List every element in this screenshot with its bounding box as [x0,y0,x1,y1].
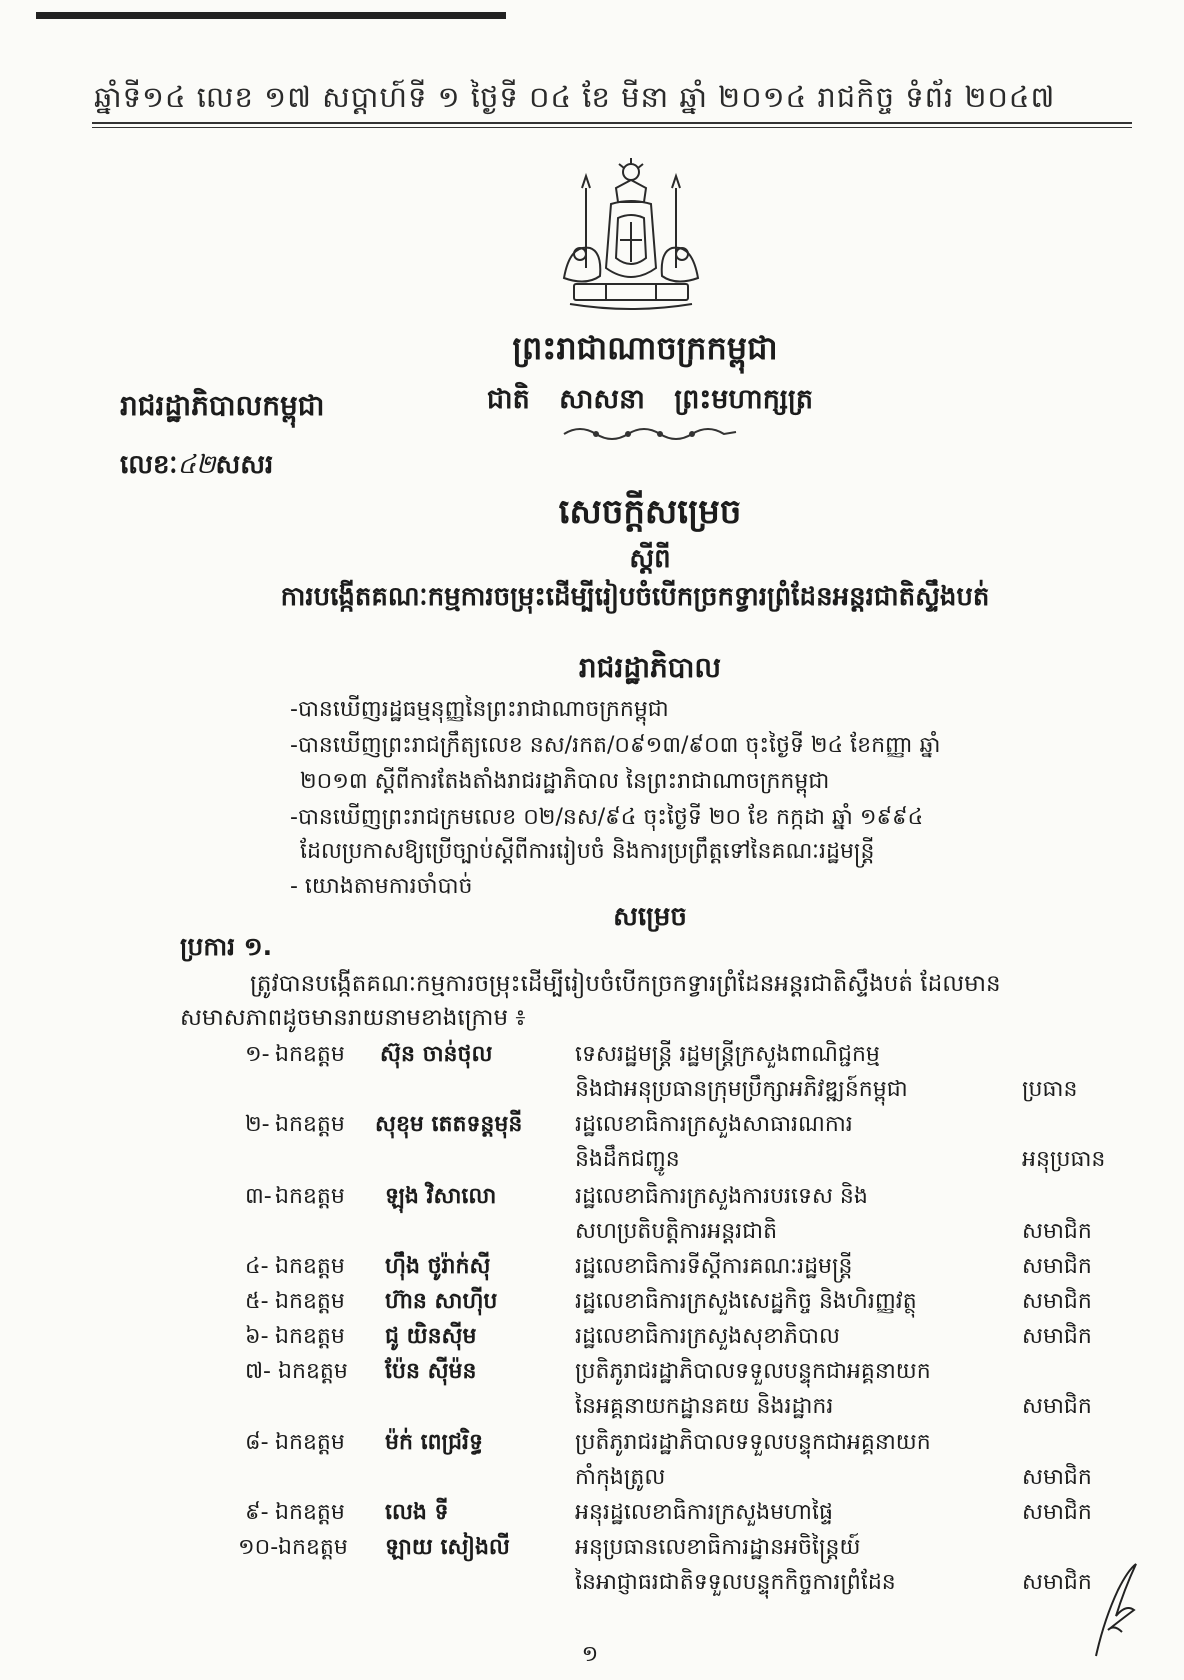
recital-line: - យោងតាមការចាំបាច់ [290,874,473,899]
member-honorific: ឯកឧត្តម [275,1184,345,1209]
member-name: ប៉ែន ស៊ីម៉ន [385,1359,477,1384]
member-position: និងដឹកជញ្ជូន [575,1147,680,1172]
member-position: រដ្ឋលេខាធិការក្រសួងការបរទេស និង [575,1184,868,1209]
document-type: សេចក្តីសម្រេច [558,492,742,532]
member-honorific: ឯកឧត្តម [275,1042,345,1067]
kingdom-title: ព្រះរាជាណាចក្រកម្ពុជា [512,329,778,367]
member-honorific: ឯកឧត្តម [278,1359,348,1384]
reference-number [120,448,273,486]
member-name: ស៊ុន ចាន់ថុល [380,1042,493,1067]
top-scan-bar [36,12,506,19]
recital-line: -បានឃើញព្រះរាជក្រមលេខ ០២/នស/៩៤ ចុះថ្ងៃទី ២០ ខែ កក្កដា ឆ្នាំ ១៩៩៤ [290,805,924,830]
member-name: ហ៊ឹង ថូរ៉ាក់ស៊ី [385,1254,491,1279]
member-name: សុខុម តេតទន្តមុនី [375,1112,523,1137]
national-motto: ជាតិ សាសនា ព្រះមហាក្សត្រ [486,384,814,415]
member-name: ហ៊ាន សាហ៊ីប [385,1289,498,1314]
member-role: សមាជិក [1022,1570,1092,1595]
article-label: ប្រការ ១. [180,932,273,961]
member-number: ៤- [245,1254,269,1279]
member-position: អនុប្រធានលេខាធិការដ្ឋានអចិន្ត្រៃយ៍ [575,1535,861,1560]
reference-suffix: សសរ [215,450,274,480]
member-position: កាំកុងត្រូល [575,1465,666,1490]
member-role: សមាជិក [1022,1500,1092,1525]
member-number: ៨- [245,1430,269,1455]
member-role: សមាជិក [1022,1324,1092,1349]
article-text-line: ត្រូវបានបង្កើតគណៈកម្មការចម្រុះដើម្បីរៀបចំបើកច្រកទ្វារព្រំដែនអន្តរជាតិស្ទឹងបត់ ដែលមាន [250,971,1001,997]
member-position: រដ្ឋលេខាធិការក្រសួងសុខាភិបាល [575,1324,840,1349]
authority-heading: រាជរដ្ឋាភិបាល [578,651,722,684]
member-position: ទេសរដ្ឋមន្ត្រី រដ្ឋមន្ត្រីក្រសួងពាណិជ្ជកម្ម [575,1042,880,1067]
member-name: ម៉ក់ ពេជ្ររិទ្ធ [385,1430,484,1455]
member-position: នៃអាជ្ញាធរជាតិទទួលបន្ទុកកិច្ចការព្រំដែន [575,1570,896,1595]
member-number: ៣- [245,1184,272,1209]
issuing-government: រាជរដ្ឋាភិបាលកម្ពុជា [120,389,325,422]
member-number: ២- [245,1112,270,1137]
member-role: សមាជិក [1022,1219,1092,1244]
member-honorific: ឯកឧត្តម [278,1535,348,1560]
member-honorific: ឯកឧត្តម [275,1112,345,1137]
member-honorific: ឯកឧត្តម [275,1324,345,1349]
recital-line: -បានឃើញព្រះរាជក្រឹត្យលេខ នស/រកត/០៩១៣/៩០៣ ចុះថ្ងៃទី ២៤ ខែកញ្ញា ឆ្នាំ [290,733,941,758]
member-number: ១- [245,1042,270,1067]
page-number: ១ [581,1642,599,1667]
recital-line: ដែលប្រកាសឱ្យប្រើច្បាប់ស្តីពីការរៀបចំ និងការប្រព្រឹត្តទៅនៃគណៈរដ្ឋមន្ត្រី [300,839,875,864]
member-position: និងជាអនុប្រធានក្រុមប្រឹក្សាអភិវឌ្ឍន៍កម្ពុជា [575,1077,908,1102]
member-honorific: ឯកឧត្តម [275,1254,345,1279]
member-position: ប្រតិភូរាជរដ្ឋាភិបាលទទួលបន្ទុកជាអគ្គនាយក [575,1430,931,1455]
reference-handwritten-number: ៤២ [177,450,216,480]
member-number: ៧- [245,1359,271,1384]
gazette-header: ឆ្នាំទី១៤ លេខ ១៧ សប្តាហ៍ទី ១ ថ្ងៃទី ០៤ ខែ មីនា ឆ្នាំ ២០១៤ រាជកិច្ច ទំព័រ ២០៤៧ [94,80,1056,114]
recital-line: ២០១៣ ស្តីពីការតែងតាំងរាជរដ្ឋាភិបាល នៃព្រះរាជាណាចក្រកម្ពុជា [300,769,830,794]
member-honorific: ឯកឧត្តម [275,1289,345,1314]
member-honorific: ឯកឧត្តម [275,1500,345,1525]
member-position: រដ្ឋលេខាធិការក្រសួងសាធារណការ [575,1112,853,1137]
member-number: ៦- [245,1324,269,1349]
member-role: ប្រធាន [1022,1077,1078,1102]
member-position: អនុរដ្ឋលេខាធិការក្រសួងមហាផ្ទៃ [575,1500,833,1525]
member-name: លេង ទី [385,1500,449,1525]
member-position: នៃអគ្គនាយកដ្ឋានគយ និងរដ្ឋាករ [575,1394,834,1419]
member-number: ៥- [245,1289,269,1314]
member-role: សមាជិក [1022,1289,1092,1314]
reference-prefix: លេខៈ [120,450,178,480]
decides-heading: សម្រេច [613,902,687,932]
recital-line: -បានឃើញរដ្ឋធម្មនុញ្ញនៃព្រះរាជាណាចក្រកម្ពុជា [290,697,669,722]
member-position: រដ្ឋលេខាធិការក្រសួងសេដ្ឋកិច្ច និងហិរញ្ញវត្ថុ [575,1289,917,1314]
member-role: សមាជិក [1022,1254,1092,1279]
member-name: ជូ យិនស៊ីម [385,1324,477,1349]
royal-coat-of-arms-emblem [556,158,706,318]
header-rule [92,122,1132,124]
member-role: សមាជិក [1022,1394,1092,1419]
decorative-flourish [560,422,740,444]
article-text-line: សមាសភាពដូចមានរាយនាមខាងក្រោម ៖ [180,1005,526,1031]
member-number: ១០- [238,1535,279,1560]
handwritten-initial-signature [1088,1560,1144,1660]
member-honorific: ឯកឧត្តម [275,1430,345,1455]
member-name: ឡុង វិសាលោ [385,1184,497,1209]
member-number: ៩- [245,1500,269,1525]
member-name: ឡាយ សៀងលី [385,1535,510,1560]
member-position: រដ្ឋលេខាធិការទីស្តីការគណៈរដ្ឋមន្ត្រី [575,1254,853,1279]
about-label: ស្តីពី [629,544,671,574]
header-rule-thin [92,127,1132,128]
member-position: សហប្រតិបត្តិការអន្តរជាតិ [575,1219,778,1244]
decision-subject: ការបង្កើតគណៈកម្មការចម្រុះដើម្បីរៀបចំបើកច្រកទ្វារព្រំដែនអន្តរជាតិស្ទឹងបត់ [280,582,990,612]
member-position: ប្រតិភូរាជរដ្ឋាភិបាលទទួលបន្ទុកជាអគ្គនាយក [575,1359,931,1384]
member-role: សមាជិក [1022,1465,1092,1490]
member-role: អនុប្រធាន [1022,1147,1106,1172]
